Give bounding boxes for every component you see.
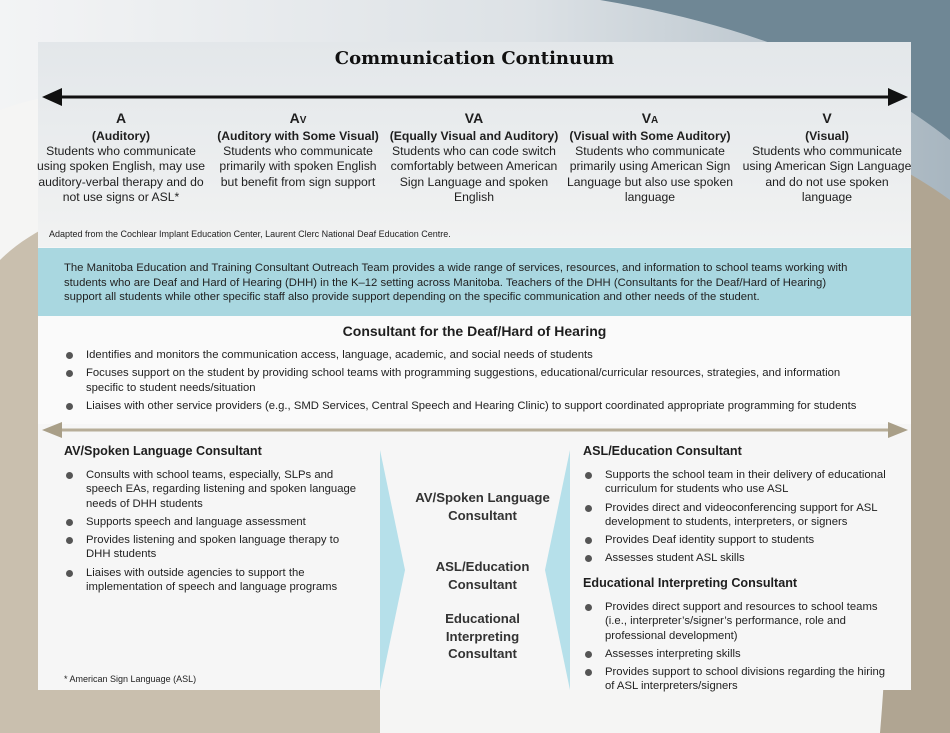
list-item: Identifies and monitors the communication access, language, academic, and social needs of students [64, 348, 864, 362]
center-asl-consultant: ASL/Education Consultant [435, 559, 530, 592]
code-letter: V [822, 110, 832, 126]
asl-consultant-list [583, 468, 893, 570]
list-item: Provides support to school divisions regarding the hiring of ASL interpreters/signers [583, 665, 893, 694]
av-consultant-list [64, 468, 364, 598]
code-letter: A [289, 110, 300, 126]
continuum-description: Students who can code switch comfortably between American Sign Language and spoken English [390, 144, 558, 204]
consultant-heading: Consultant for the Deaf/Hard of Hearing [342, 323, 607, 339]
page-title: Communication Continuum [334, 48, 615, 69]
interpreting-consultant-heading: Educational Interpreting Consultant [583, 576, 798, 590]
bullet-icon [585, 505, 592, 512]
center-av-consultant: AV/Spoken Language Consultant [415, 490, 550, 523]
continuum-description: Students who communicate using American Sign Language and do not use spoken language [742, 144, 912, 204]
bullet-icon [66, 519, 73, 526]
bullet-icon [66, 472, 73, 479]
code-subscript: V [299, 115, 307, 126]
intro-paragraph: The Manitoba Education and Training Consultant Outreach Team provides a wide range of services, resources, and information to school teams working with students who are Deaf and Hard of Hearing (DHH) in the K–12 setting across Manitoba. Teachers of the DHH (Consultants for the Deaf/Hard of Hearing) support all students while other specific staff also provide support depending on the specific communication and other needs of the student. [64, 262, 848, 303]
continuum-auditory-some-visual [210, 110, 386, 190]
list-item: Focuses support on the student by providing school teams with programming suggestions, educational/curricular resources, strategies, and information specific to student needs/situation [64, 366, 864, 395]
list-item: Provides Deaf identity support to students [583, 533, 893, 547]
continuum-equally [386, 110, 562, 205]
consultant-list [64, 348, 864, 417]
list-item: Provides direct and videoconferencing support for ASL development to students, interpreters, or signers [583, 501, 893, 530]
code-letter: VA [464, 110, 484, 126]
av-consultant-heading: AV/Spoken Language Consultant [64, 444, 262, 458]
center-interpreting-consultant: Educational Interpreting Consultant [445, 611, 520, 661]
bullet-icon [66, 352, 73, 359]
continuum-name: (Auditory with Some Visual) [217, 129, 379, 143]
list-item: Provides direct support and resources to school teams (i.e., interpreter’s/signer’s performance, role and professional development) [583, 600, 893, 643]
continuum-visual-some-auditory [562, 110, 738, 205]
list-item: Liaises with outside agencies to support the implementation of speech and language programs [64, 566, 364, 595]
continuum-description: Students who communicate primarily with spoken English but benefit from sign support [219, 144, 377, 189]
asl-consultant-heading: ASL/Education Consultant [583, 444, 742, 458]
list-item: Supports the school team in their delivery of educational curriculum for students who use ASL [583, 468, 893, 497]
adapted-note: Adapted from the Cochlear Implant Education Center, Laurent Clerc National Deaf Education Centre. [49, 229, 451, 239]
bullet-icon [585, 555, 592, 562]
continuum-name: (Visual with Some Auditory) [569, 129, 731, 143]
code-subscript: A [651, 115, 659, 126]
list-item: Assesses student ASL skills [583, 551, 893, 565]
bullet-icon [66, 537, 73, 544]
continuum-auditory [33, 110, 209, 205]
bullet-icon [66, 370, 73, 377]
continuum-name: (Equally Visual and Auditory) [389, 129, 559, 143]
bullet-icon [585, 651, 592, 658]
list-item: Consults with school teams, especially, SLPs and speech EAs, regarding listening and spoken language needs of DHH students [64, 468, 364, 511]
bullet-icon [585, 669, 592, 676]
bullet-icon [585, 472, 592, 479]
continuum-name: (Visual) [805, 129, 849, 143]
bullet-icon [66, 570, 73, 577]
bullet-icon [66, 403, 73, 410]
list-item: Provides listening and spoken language therapy to DHH students [64, 533, 364, 562]
continuum-description: Students who communicate primarily using American Sign Language but also use spoken language [566, 144, 734, 204]
code-letter: V [641, 110, 652, 126]
list-item: Supports speech and language assessment [64, 515, 364, 529]
continuum-description: Students who communicate using spoken English, may use auditory-verbal therapy and do not use signs or ASL* [36, 144, 205, 204]
bullet-icon [585, 604, 592, 611]
interpreting-consultant-list [583, 600, 893, 698]
code-letter: A [115, 110, 127, 126]
continuum-name: (Auditory) [91, 129, 151, 143]
list-item: Assesses interpreting skills [583, 647, 893, 661]
bullet-icon [585, 537, 592, 544]
list-item: Liaises with other service providers (e.g., SMD Services, Central Speech and Hearing Clinic) to support coordinated appropriate programming for students [64, 399, 864, 413]
footnote: * American Sign Language (ASL) [64, 674, 197, 684]
continuum-visual [739, 110, 915, 205]
